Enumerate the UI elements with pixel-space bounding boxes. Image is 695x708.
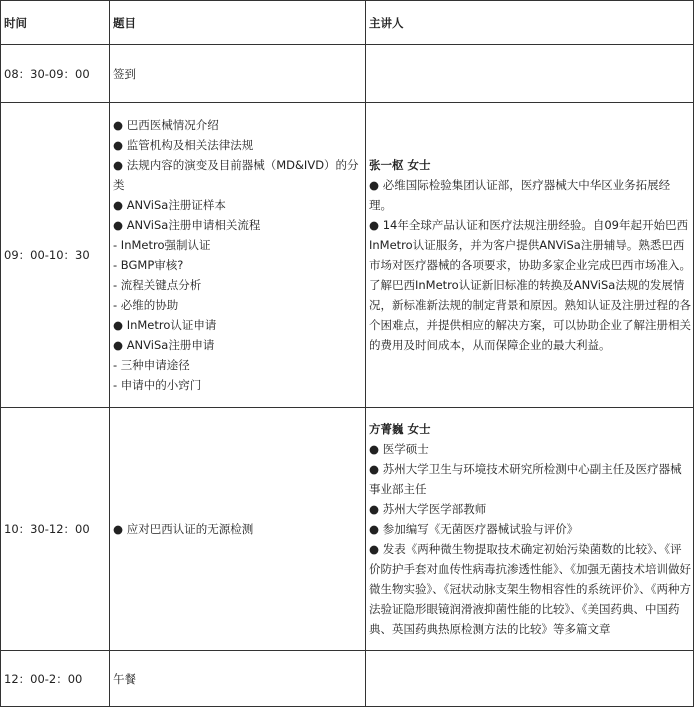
header-topic: 题目 bbox=[110, 1, 366, 45]
table-row bbox=[1, 45, 694, 103]
topic-line: ● InMetro认证申请 bbox=[113, 318, 217, 332]
row-topic bbox=[110, 45, 366, 103]
topic-line: ● 法规内容的演变及目前器械（MD&IVD）的分类 bbox=[113, 158, 359, 192]
row-topic bbox=[110, 408, 366, 651]
speaker-line: ● 苏州大学卫生与环境技术研究所检测中心副主任及医疗器械事业部主任 bbox=[369, 462, 682, 496]
row-speaker bbox=[366, 651, 694, 707]
speaker-line: ● 14年全球产品认证和医疗法规注册经验。自09年起开始巴西InMetro认证服务，并为客户提供ANViSa注册辅导。熟悉巴西市场对医疗器械的各项要求，协助多家企业完成巴西市场准入。了解巴西InMetro认证新旧标准的转换及ANViSa法规的发展情况，新标准新法规的制定背景和原因。熟知认证及注册过程的各个困难点，并提供相应的解决方案，可以协助企业了解注册相关的费用及时间成本，从而保障企业的最大利益。 bbox=[369, 218, 691, 352]
topic-line: - 必维的协助 bbox=[113, 298, 179, 312]
row-time: 10：30-12：00 bbox=[1, 408, 110, 651]
topic-line: 午餐 bbox=[113, 671, 136, 686]
topic-line: - InMetro强制认证 bbox=[113, 238, 211, 252]
row-speaker bbox=[366, 45, 694, 103]
speaker-line: ● 参加编写《无菌医疗器械试验与评价》 bbox=[369, 522, 579, 536]
speaker-line: ● 医学硕士 bbox=[369, 442, 429, 456]
topic-line: ● ANViSa注册申请 bbox=[113, 338, 215, 352]
topic-line: ● 巴西医械情况介绍 bbox=[113, 118, 219, 132]
table-row bbox=[1, 651, 694, 707]
topic-line: - 三种申请途径 bbox=[113, 358, 190, 372]
row-time: 08：30-09：00 bbox=[1, 45, 110, 103]
speaker-line: ● 必维国际检验集团认证部，医疗器械大中华区业务拓展经理。 bbox=[369, 178, 671, 212]
topic-line: - BGMP审核? bbox=[113, 258, 184, 272]
header-time: 时间 bbox=[1, 1, 110, 45]
row-topic bbox=[110, 103, 366, 408]
topic-line: - 申请中的小窍门 bbox=[113, 378, 202, 392]
topic-line: ● 监管机构及相关法律法规 bbox=[113, 138, 254, 152]
row-speaker bbox=[366, 408, 694, 651]
topic-line: ● ANViSa注册证样本 bbox=[113, 198, 226, 212]
row-topic bbox=[110, 651, 366, 707]
speaker-line: ● 发表《两种微生物提取技术确定初始污染菌数的比较》、《评价防护手套对血传性病毒抗渗透性能》、《加强无菌技术培训做好微生物实验》、《冠状动脉支架生物相容性的系统评价》、《两种方法验证隐形眼镜润滑液抑菌性能的比较》、《美国药典、中国药典、英国药典热原检测方法的比较》等多篇文章 bbox=[369, 542, 691, 636]
topic-line: ● ANViSa注册申请相关流程 bbox=[113, 218, 261, 232]
table-row bbox=[1, 408, 694, 651]
row-time: 12：00-2：00 bbox=[1, 651, 110, 707]
table-row bbox=[1, 103, 694, 408]
row-speaker bbox=[366, 103, 694, 408]
speaker-name: 方菁巍 女士 bbox=[369, 422, 431, 436]
speaker-line: ● 苏州大学医学部教师 bbox=[369, 502, 487, 516]
header-row bbox=[1, 1, 694, 45]
row-time: 09：00-10：30 bbox=[1, 103, 110, 408]
topic-line: ● 应对巴西认证的无源检测 bbox=[113, 522, 254, 536]
topic-line: - 流程关键点分析 bbox=[113, 278, 202, 292]
header-speaker: 主讲人 bbox=[366, 1, 694, 45]
speaker-name: 张一枢 女士 bbox=[369, 158, 431, 172]
topic-line: 签到 bbox=[113, 66, 136, 81]
